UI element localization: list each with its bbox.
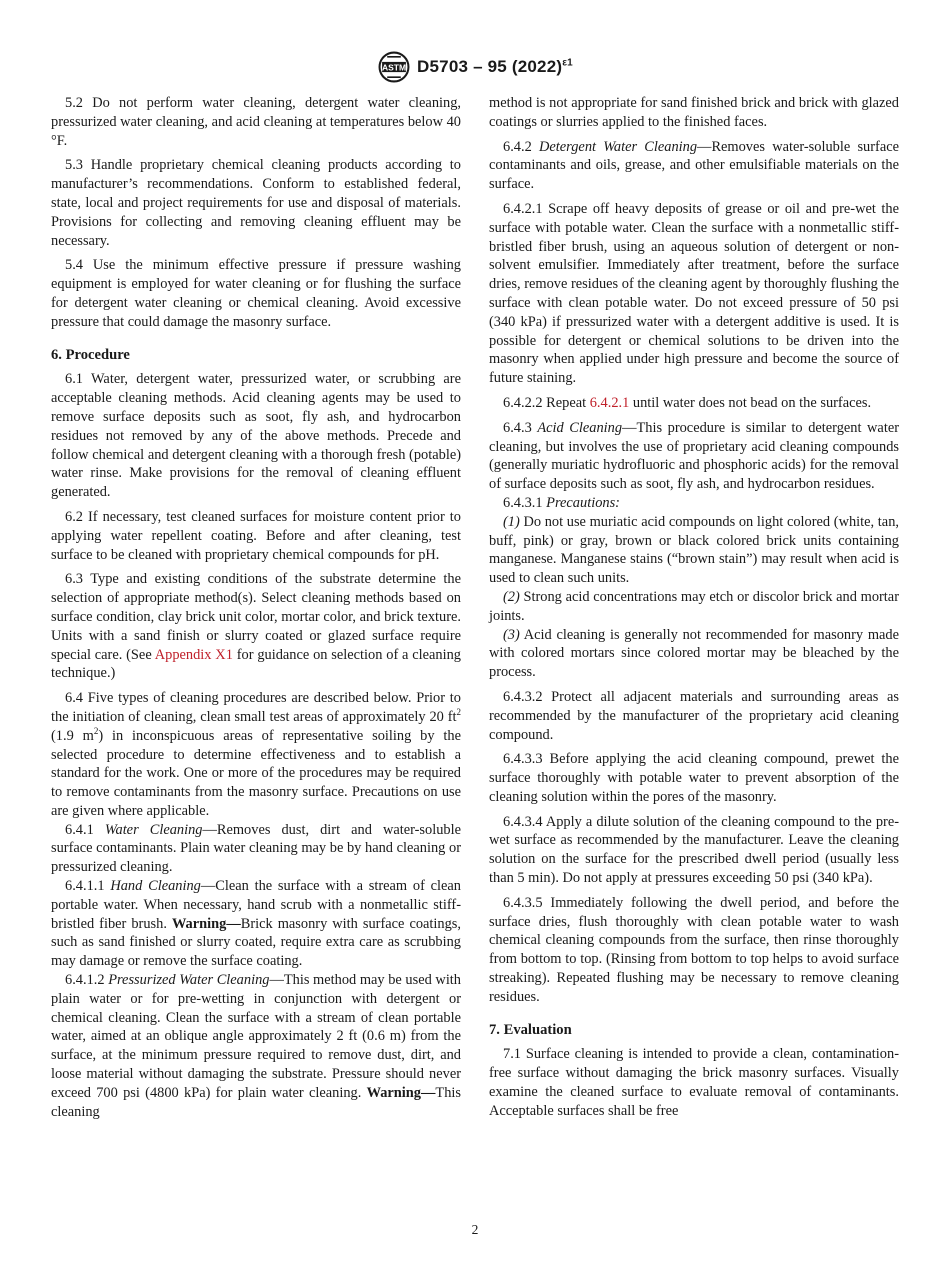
epsilon-superscript: ε1 [562,57,573,69]
astm-logo-icon [377,50,411,84]
para-continued: method is not appropriate for sand finished brick and brick with glazed coatings or slurries applied to the finished faces. [489,95,899,130]
para-6-3: 6.3 Type and existing conditions of the substrate determine the selection of appropriate method(s). Select cleaning methods based on surface condition, clay brick unit color, mortar color, and brick texture. Units with a sand finish or slurry coated or glazed surface require special care. (See Appendix X1 for guidance on selection of a cleaning technique.) [51,571,461,682]
para-6-4-3-4: 6.4.3.4 Apply a dilute solution of the cleaning compound to the pre-wet surface as recommended by the manufacturer. Leave the cleaning solution on the surface for the prescribed dwell period (usually less than 5 min). Do not apply at pressures exceeding 50 psi (340 kPa). [489,813,899,887]
heading-evaluation: 7. Evaluation [489,1021,572,1038]
para-6-4-2: 6.4.2 Detergent Water Cleaning—Removes water-soluble surface contaminants and oils, grease, and other emulsifiable materials on the surface. [489,138,899,193]
svg-text:ASTM: ASTM [382,62,407,73]
ref-6-4-2-1-link[interactable]: 6.4.2.1 [589,394,630,411]
right-column [489,94,899,1127]
para-6-4-3: 6.4.3 Acid Cleaning—This procedure is similar to detergent water cleaning, but involves the use of proprietary acid cleaning compounds (generally muriatic hydrofluoric and phosphoric acids) for the removal of surface deposits such as soot, fly ash, and hydrocarbon residues. [489,419,899,493]
para-6-4-2-1: 6.4.2.1 Scrape off heavy deposits of grease or oil and pre-wet the surface with potable water. Clean the surface with a nonmetallic stiff-bristled fiber brush, using an aqueous solution of detergent or non-solvent emulsifier. Immediately after treatment, before the surface dries, remove residues of the cleaning agent by thoroughly flushing the surface with clean potable water. Do not exceed pressure of 50 psi (340 kPa) if pressurized water with a detergent additive is used. It is possible for detergent or chemical solutions to be driven into the masonry when applied under high pressure and become the source of future staining. [489,200,899,387]
para-6-4-1: 6.4.1 Water Cleaning—Removes dust, dirt and water-soluble surface contaminants. Plain water cleaning may be by hand cleaning or pressurized cleaning. [51,821,461,876]
para-6-4: 6.4 Five types of cleaning procedures are described below. Prior to the initiation of cleaning, clean small test areas of approximately 20 $ft^2$ (1.9 $m^2$) in inconspicuous areas of representative soiling by the selected procedure to determine effectiveness and to establish a standard for the work. One or more of the procedures may be required to remove contaminants from the masonry surface. Precautions on use are given where applicable. [51,690,461,819]
para-6-4-3-5: 6.4.3.5 Immediately following the dwell period, and before the surface dries, flush thoroughly with clean potable water to wash chemical cleaning compounds from the surface, then rinse thoroughly from bottom to top. (Rinsing from bottom to top helps to avoid surface streaking). Repeated flushing may be necessary to remove cleaning residues. [489,894,899,1005]
para-6-4-1-2: 6.4.1.2 Pressurized Water Cleaning—This method may be used with plain water or for pre-wetting in conjunction with detergent or chemical cleaning. Clean the surface with a stream of clean portable water, aimed at an oblique angle approximately 2 ft (0.6 m) from the surface, at the minimum pressure required to remove dust, dirt, and loose material without damaging the substrate. Pressure should never exceed 700 psi (4800 kPa) for plain water cleaning. Warning—This cleaning [51,972,462,1120]
heading-procedure: 6. Procedure [51,346,130,363]
precaution-item-3: (3) Acid cleaning is generally not recommended for masonry made with colored mortars since colored mortar may be bleached by the process. [489,626,899,681]
para-5-4: 5.4 Use the minimum effective pressure if pressure washing equipment is employed for water cleaning or for flushing the surface for detergent water cleaning or chemical cleaning. Avoid excessive pressure that could damage the masonry surface. [51,257,461,330]
para-6-4-3-2: 6.4.3.2 Protect all adjacent materials and surrounding areas as recommended by the manufacturer of the proprietary acid cleaning compound. [489,688,899,743]
para-6-4-3-1: 6.4.3.1 Precautions: [503,494,620,511]
document-designation: D5703 – 95 $(2022)^{\varepsilon 1}$ [417,57,573,76]
precaution-item-1: (1) Do not use muriatic acid compounds on light colored (white, tan, buff, pink) or gray, brown or black colored brick units containing manganese. Manganese stains (“brown stain”) may result when acid is used to clean such units. [489,513,899,587]
para-6-2: 6.2 If necessary, test cleaned surfaces for moisture content prior to applying water repellent coating. Before and after cleaning, test surface to be cleaned with proprietary chemical compounds for pH. [51,508,461,563]
para-6-4-1-1: 6.4.1.1 Hand Cleaning—Clean the surface with a stream of clean portable water. When necessary, hand scrub with a nonmetallic stiff-bristled fiber brush. Warning—Brick masonry with surface coatings, such as sand finished or slurry coated, require extra care as scrubbing may damage or remove the surface coating. [51,878,461,970]
para-5-3: 5.3 Handle proprietary chemical cleaning products according to manufacturer’s recommendations. Conform to established federal, state, local and project requirements for use and disposal of materials. Provisions for collecting and removing cleaning effluent may be necessary. [51,157,461,249]
precaution-item-2: (2) Strong acid concentrations may etch or discolor brick and mortar joints. [489,588,899,624]
para-5-2: 5.2 Do not perform water cleaning, detergent water cleaning, pressurized water cleaning, and acid cleaning at temperatures below 40 °F. [51,95,461,149]
para-6-4-2-2: 6.4.2.2 Repeat 6.4.2.1 until water does not bead on the surfaces. [503,394,872,411]
left-column [51,94,461,1121]
page-header [0,50,950,84]
para-6-1: 6.1 Water, detergent water, pressurized water, or scrubbing are acceptable cleaning methods. Acid cleaning agents may be used to remove surface deposits such as soot, fly ash, and hydrocarbon residues not removed by any of the above methods. Precede and follow chemical and detergent cleaning with a thorough fresh (potable) water rinse. Make provisions for the removal of cleaning effluent generated. [51,371,461,501]
page-number: 2 [471,1222,479,1237]
para-6-4-3-3: 6.4.3.3 Before applying the acid cleaning compound, prewet the surface thoroughly with potable water to prevent absorption of the cleaning solution within the pores of the masonry. [489,751,899,805]
para-7-1: 7.1 Surface cleaning is intended to provide a clean, contamination-free surface without damaging the brick masonry surfaces. Visually examine the cleaned surface to evaluate removal of contaminants. Acceptable surfaces shall be free [489,1046,899,1119]
appendix-x1-link[interactable]: Appendix X1 [154,646,233,663]
